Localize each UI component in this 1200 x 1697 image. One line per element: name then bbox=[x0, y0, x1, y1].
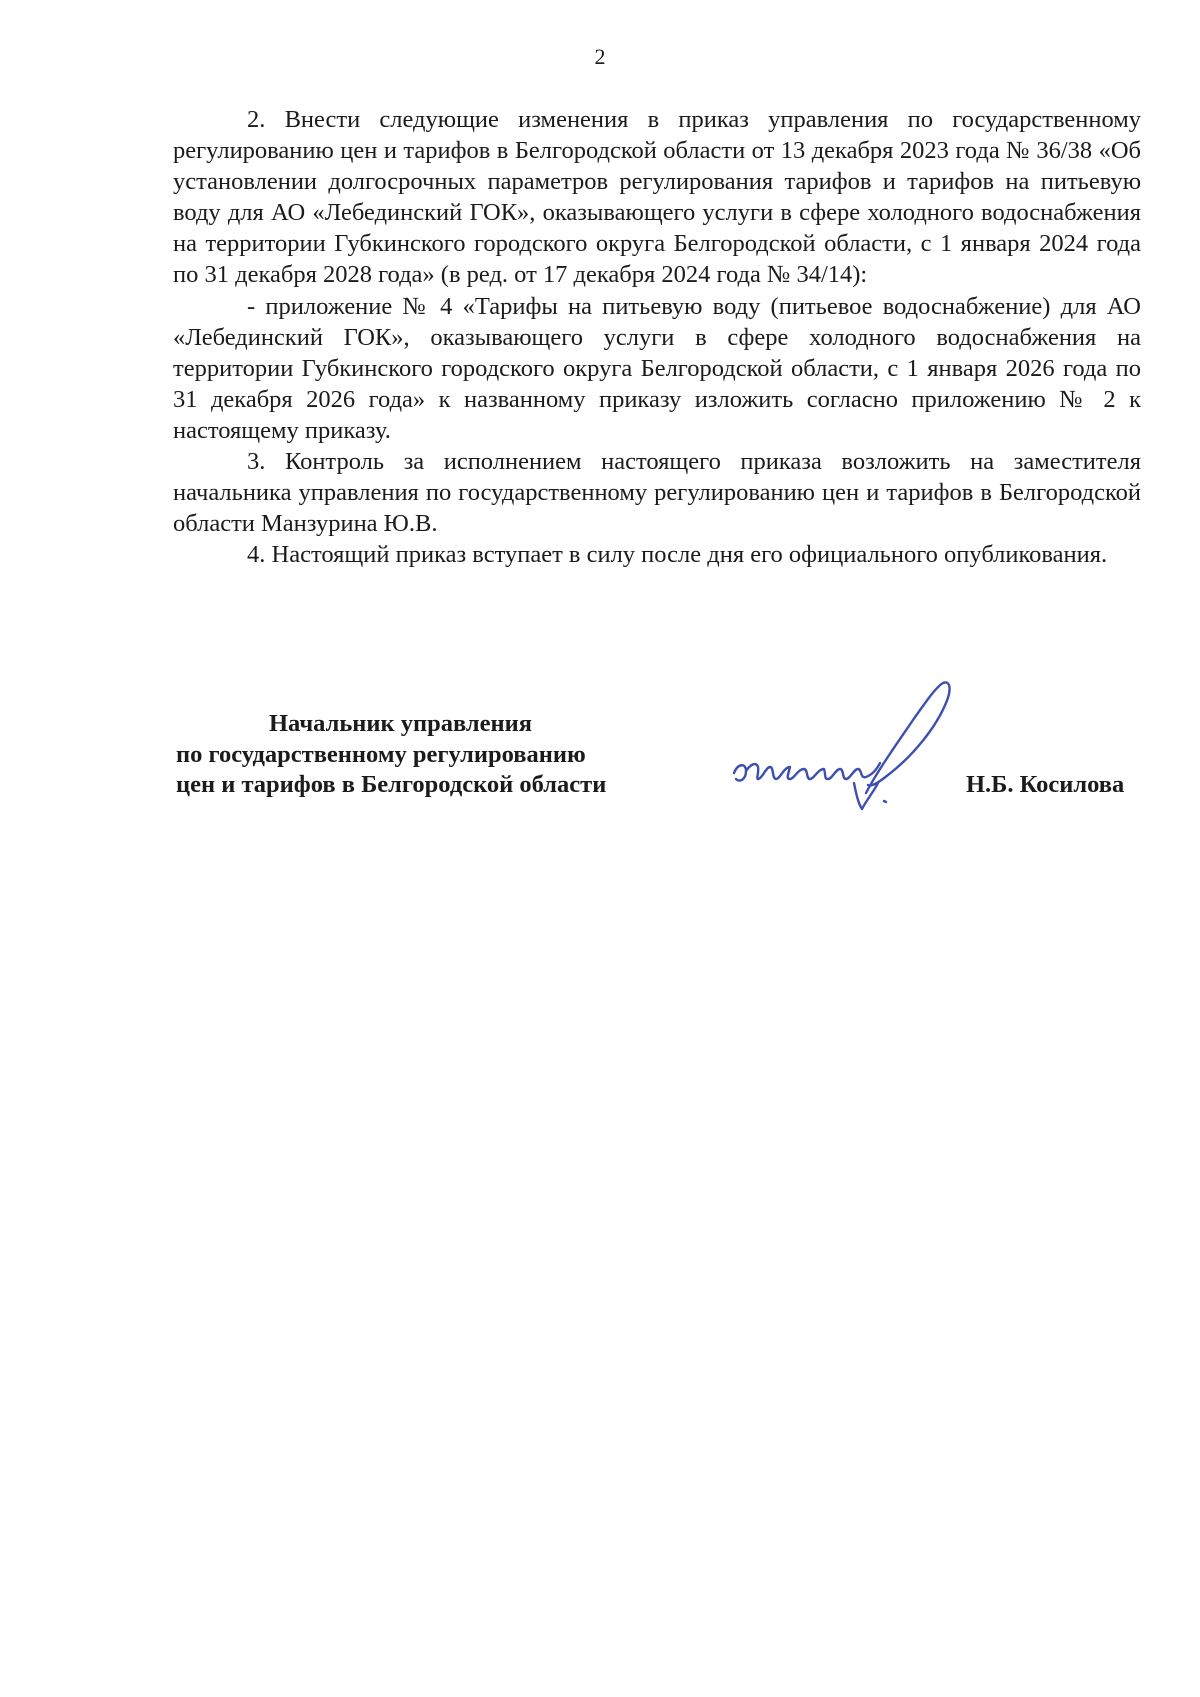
signatory-position bbox=[173, 709, 606, 801]
handwritten-signature bbox=[728, 675, 988, 825]
signer-name: Н.Б. Косилова bbox=[966, 771, 1125, 798]
page-number: 2 bbox=[594, 44, 606, 69]
paragraph-appendix-4: - приложение № 4 «Тарифы на питьевую воду (питьевое водоснабжение) для АО «Лебединский ГОК», оказывающего услуги в сфере холодного водоснабжения на территории Губкинского городского округа Белгородской области, с 1 января 2026 года по 31 декабря 2026 года» к названному приказу изложить согласно приложению № 2 к настоящему приказу. bbox=[173, 292, 1141, 444]
paragraph-item-4: 4. Настоящий приказ вступает в силу после дня его официального опубликования. bbox=[247, 541, 1108, 569]
document-body bbox=[173, 104, 1141, 570]
position-line: по государственному регулированию bbox=[176, 740, 586, 768]
position-line: Начальник управления bbox=[269, 710, 533, 737]
position-line: цен и тарифов в Белгородской области bbox=[176, 771, 607, 798]
paragraph-item-3: 3. Контроль за исполнением настоящего приказа возложить на заместителя начальника управления по государственному регулированию цен и тарифов в Белгородской области Манзурина Ю.В. bbox=[173, 448, 1141, 538]
paragraph-item-2: 2. Внести следующие изменения в приказ управления по государственному регулированию цен и тарифов в Белгородской области от 13 декабря 2023 года № 36/38 «Об установлении долгосрочных параметров регулирования тарифов и тарифов на питьевую воду для АО «Лебединский ГОК», оказывающего услуги в сфере холодного водоснабжения на территории Губкинского городского округа Белгородской области, с 1 января 2024 года по 31 декабря 2028 года» (в ред. от 17 декабря 2024 года № 34/14): bbox=[173, 106, 1141, 289]
